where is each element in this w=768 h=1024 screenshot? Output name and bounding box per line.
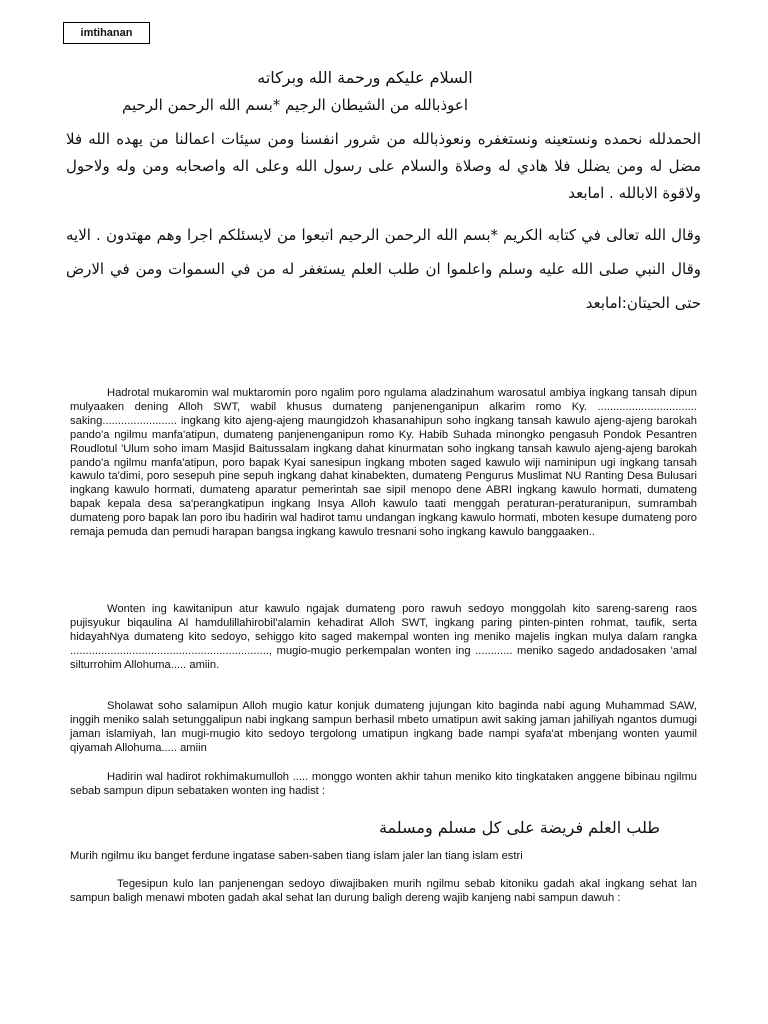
arabic-ayat-paragraph: وقال الله تعالى في كتابه الكريم *بسم الله الرحمن الرحيم اتبعوا من لايسئلكم اجرا وهم مهتدون . الايه وقال النبي صلى الله عليه وسلم واعلموا ان طلب العلم يستغفر له من في السموات ومن في الارض حتى الحيتان:امابعد: [66, 226, 701, 312]
body-paragraph-hadith-meaning: Murih ngilmu iku banget ferdune ingatase saben-saben tiang islam jaler lan tiang islam estri: [70, 850, 523, 862]
document-label: imtihanan: [80, 27, 133, 39]
arabic-greeting: السلام عليكم ورحمة الله وبركاته: [257, 68, 473, 87]
arabic-taawudz-basmalah: اعوذبالله من الشيطان الرجيم *بسم الله الرحمن الرحيم: [122, 96, 468, 114]
body-paragraph-hadith-intro: Hadirin wal hadirot rokhimakumulloh ..... monggo wonten akhir tahun meniko kito tingkataken anggene bibinau ngilmu sebab sampun dipun sebataken wonten ing hadist :: [70, 771, 697, 797]
arabic-hadith: طلب العلم فريضة على كل مسلم ومسلمة: [378, 818, 660, 837]
body-paragraph-sholawat: Sholawat soho salamipun Alloh mugio katur konjuk dumateng jujungan kito baginda nabi agung Muhammad SAW, inggih meniko salah setunggalipun nabi ingkang sampun berhasil mbeto umatipun awit saking jaman jahiliyah ngantos dumugi jaman islamiyah, lan mugi-mugio kito sedoyo tergolong umatipun ingkang bade nampi syafa'at mbenjang wonten yaumil qiyamah Allohuma..... amiin: [70, 700, 697, 754]
arabic-hamdalah-paragraph: الحمدلله نحمده ونستعينه ونستغفره ونعوذبالله من شرور انفسنا ومن سيئات اعمالنا من يهده الله فلا مضل له ومن يضلل فلا هادي له وصلاة والسلام على رسول الله وعلى اله واصحابه ومن وله ولاحول ولاقوة الابالله . امابعد: [66, 130, 701, 202]
document-label-box: [63, 22, 150, 44]
body-paragraph-gratitude: Wonten ing kawitanipun atur kawulo ngajak dumateng poro rawuh sedoyo monggolah kito sareng-sareng raos pujisyukur biqaulina Al hamdulillahirobil'alamin kehadirat Alloh SWT, ingkang paring pinten-pinten rohmat, taufik, serta hidayahNya dumateng kito sedoyo, sehiggo kito saged makempal wonten ing meniko majelis ingkan mulya dalam rangka ................................................................, mugio-mugio perkempalan wonten ing ............ meniko sagedo andadosaken 'amal silturrohim Allohuma..... amiin.: [70, 603, 697, 671]
body-paragraph-explanation: Tegesipun kulo lan panjenengan sedoyo diwajibaken murih ngilmu sebab kitoniku gadah akal ingkang sehat lan sampun baligh menawi mboten gadah akal sehat lan durung baligh dereng wajib kanjeng nabi sampun dawuh :: [70, 878, 697, 904]
body-paragraph-opening: Hadrotal mukaromin wal muktaromin poro ngalim poro ngulama aladzinahum warosatul ambiya ingkang tansah dipun mulyaaken dening Alloh SWT, wabil khusus dumateng panjenenganipun alkarim romo Ky. ................................ saking........................ ingkang kito ajeng-ajeng maungidzoh khasanahipun soho ingkang tansah kawulo ajeng-ajeng barokah pando'a ngilmu manfa'atipun, dumateng panjenenganipun romo Ky. Habib Suhada minongko pengasuh Pondok Pesantren Roudlotul 'Ulum soho imam Masjid Baitussalam ingkang dahat kinurmatan soho ingkang tansah kawulo ajeng-ajeng barokah pando'a ngilmu manfa'atipun, poro bapak Kyai sanesipun ingkang mboten saged kawulo wiji naminipun ugi ingkang tansah kawulo ta'dimi, poro sesepuh pine sepuh ingkang dahat kinabekten, dumateng Pengurus Muslimat NU Ranting Desa Bulusari ingkang kawulo hormati, dumateng aparatur pemerintah sae sipil menopo dene ABRI ingkang kawulo hormati, dumateng bapak kepala desa sa'perangkatipun ingkang Insya Alloh kawulo taati menggah peraturan-peraturanipun, sumrambah dumateng poro bapak lan poro ibu hadirin wal hadirot tamu undangan ingkang kawulo hormati, mboten kesupe dumateng poro remaja pemuda dan pemudi harapan bangsa ingkang kawulo tresnani soho ingkang kawulo banggaaken..: [70, 387, 697, 539]
